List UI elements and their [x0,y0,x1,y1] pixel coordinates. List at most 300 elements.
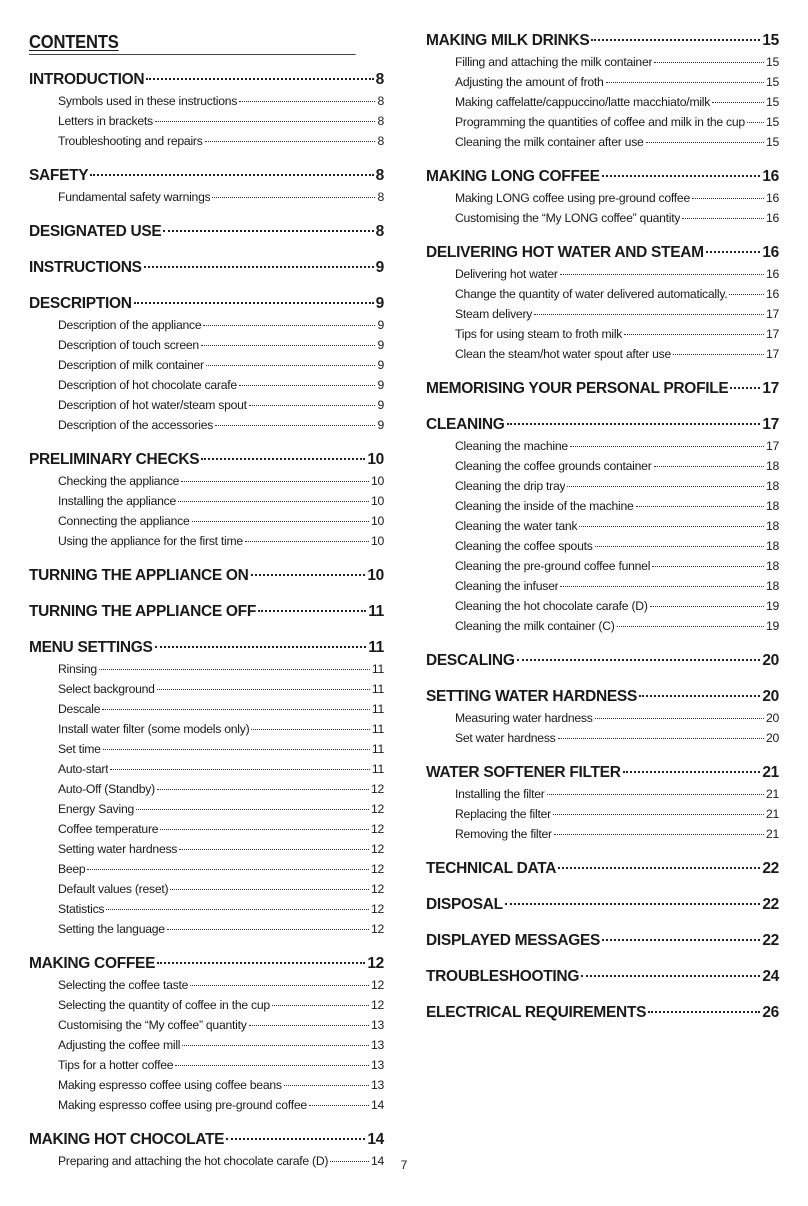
dot-leader [167,929,369,930]
dot-leader [157,789,369,790]
toc-heading-page: 8 [375,71,384,88]
toc-entry-label: Removing the filter [455,827,552,841]
toc-section [29,953,384,1115]
dot-leader [239,385,376,386]
toc-entry-page: 20 [765,711,779,725]
toc-heading-label: MAKING COFFEE [29,955,156,972]
toc-heading-label: TROUBLESHOOTING [426,968,580,985]
toc-entry-page: 21 [765,827,779,841]
toc-entry-label: Setting water hardness [58,842,178,856]
dot-leader [617,626,764,627]
toc-heading-label: DESCRIPTION [29,295,132,312]
toc-entry-label: Delivering hot water [455,267,558,281]
toc-entry-label: Customising the “My coffee” quantity [58,1018,247,1032]
toc-heading-label: PRELIMINARY CHECKS [29,451,200,468]
toc-heading[interactable] [426,894,779,916]
toc-entry-page: 15 [765,55,779,69]
dot-leader [181,481,369,482]
dot-leader [591,39,760,41]
toc-entry[interactable] [29,355,384,375]
toc-heading-page: 17 [762,380,779,397]
toc-entry-page: 12 [370,782,384,796]
toc-section [426,930,779,952]
toc-entry[interactable] [29,531,384,551]
toc-entry-page: 9 [377,398,384,412]
toc-entry-page: 9 [377,338,384,352]
toc-entry[interactable] [426,728,779,748]
toc-entry[interactable] [29,1055,384,1075]
toc-entry-page: 18 [765,559,779,573]
toc-entry-label: Tips for using steam to froth milk [455,327,623,341]
toc-heading-page: 17 [762,416,779,433]
dot-leader [581,975,760,977]
toc-section [426,378,779,400]
toc-entry-page: 15 [765,95,779,109]
toc-entry[interactable] [29,899,384,919]
dot-leader [102,709,370,710]
toc-entry-page: 11 [371,722,384,736]
toc-entry-label: Set water hardness [455,731,556,745]
toc-entry-label: Beep [58,862,86,876]
toc-entry-page: 18 [765,459,779,473]
dot-leader [652,566,764,567]
toc-heading-label: TURNING THE APPLIANCE ON [29,567,249,584]
toc-entry-page: 11 [371,682,384,696]
toc-heading-page: 24 [762,968,779,985]
toc-entry-label: Change the quantity of water delivered automatically. [455,287,728,301]
toc-heading[interactable] [29,601,384,623]
dot-leader [245,541,369,542]
dot-leader [579,526,764,527]
dot-leader [146,78,373,80]
toc-entry[interactable] [29,819,384,839]
toc-entry-label: Description of milk container [58,358,204,372]
toc-heading-page: 22 [762,932,779,949]
toc-heading-page: 16 [762,168,779,185]
toc-entry[interactable] [29,975,384,995]
toc-entry[interactable] [29,187,384,207]
toc-section [426,858,779,880]
toc-entry-label: Descale [58,702,101,716]
toc-heading[interactable] [426,966,779,988]
toc-entry-page: 8 [377,94,384,108]
toc-entry-page: 12 [370,802,384,816]
toc-heading-page: 9 [375,259,384,276]
toc-entry[interactable] [426,264,779,284]
toc-entry[interactable] [426,556,779,576]
dot-leader [712,102,764,103]
toc-heading-label: DESCALING [426,652,515,669]
toc-entry-label: Description of the appliance [58,318,202,332]
toc-entry[interactable] [426,476,779,496]
toc-entry-label: Selecting the coffee taste [58,978,189,992]
toc-entry-label: Connecting the appliance [58,514,190,528]
dot-leader [190,985,369,986]
toc-entry[interactable] [29,719,384,739]
toc-heading[interactable] [29,953,384,975]
toc-entry[interactable] [426,132,779,152]
toc-entry-page: 10 [370,494,384,508]
toc-entry-label: Customising the “My LONG coffee” quantity [455,211,681,225]
toc-entry-label: Steam delivery [455,307,533,321]
toc-entry[interactable] [29,1035,384,1055]
toc-entry[interactable] [426,52,779,72]
toc-entry-page: 19 [765,599,779,613]
dot-leader [729,294,764,295]
dot-leader [650,606,764,607]
toc-entry[interactable] [426,576,779,596]
toc-heading[interactable] [426,930,779,952]
dot-leader [284,1085,369,1086]
toc-heading-page: 16 [762,244,779,261]
toc-entry[interactable] [29,395,384,415]
toc-entry[interactable] [426,208,779,228]
toc-entry-page: 21 [765,807,779,821]
toc-entry-label: Auto-start [58,762,109,776]
dot-leader [99,669,370,670]
toc-entry[interactable] [426,92,779,112]
toc-heading[interactable] [29,1129,384,1151]
toc-entry[interactable] [426,456,779,476]
toc-entry-label: Cleaning the hot chocolate carafe (D) [455,599,648,613]
toc-heading-page: 10 [367,567,384,584]
toc-entry-label: Auto-Off (Standby) [58,782,155,796]
toc-entry-label: Description of touch screen [58,338,199,352]
toc-entry-page: 17 [765,347,779,361]
toc-entry[interactable] [29,759,384,779]
toc-entry-page: 11 [371,702,384,716]
toc-heading-label: WATER SOFTENER FILTER [426,764,621,781]
dot-leader [558,738,764,739]
dot-leader [110,769,370,770]
toc-entry[interactable] [29,491,384,511]
toc-entry[interactable] [29,415,384,435]
toc-entry-page: 17 [765,307,779,321]
toc-entry[interactable] [29,375,384,395]
dot-leader [182,1045,369,1046]
toc-entry[interactable] [29,799,384,819]
toc-entry-label: Tips for a hotter coffee [58,1058,174,1072]
dot-leader [309,1105,369,1106]
toc-entry[interactable] [426,784,779,804]
toc-entry[interactable] [426,616,779,636]
toc-heading-label: MAKING HOT CHOCOLATE [29,1131,225,1148]
toc-heading[interactable] [29,221,384,243]
toc-heading-label: DESIGNATED USE [29,223,162,240]
dot-leader [639,695,760,697]
dot-leader [624,334,764,335]
toc-entry-page: 17 [765,439,779,453]
toc-entry[interactable] [29,511,384,531]
toc-heading[interactable] [29,69,384,91]
toc-entry-page: 12 [370,862,384,876]
toc-entry[interactable] [29,659,384,679]
dot-leader [560,274,764,275]
toc-entry-label: Making espresso coffee using coffee beans [58,1078,282,1092]
toc-entry[interactable] [29,471,384,491]
toc-entry[interactable] [29,679,384,699]
toc-heading-page: 22 [762,896,779,913]
toc-entry[interactable] [426,324,779,344]
toc-heading-label: SAFETY [29,167,89,184]
dot-leader [654,62,764,63]
toc-heading[interactable] [426,686,779,708]
toc-entry-label: Adjusting the amount of froth [455,75,604,89]
toc-heading[interactable] [29,293,384,315]
dot-leader [201,458,365,460]
toc-entry-page: 18 [765,539,779,553]
dot-leader [251,729,369,730]
toc-entry-page: 15 [765,115,779,129]
toc-section [29,601,384,623]
toc-entry-label: Description of the accessories [58,418,214,432]
toc-entry-page: 9 [377,358,384,372]
dot-leader [730,387,760,389]
toc-section [426,414,779,636]
toc-entry[interactable] [29,1075,384,1095]
dot-leader [606,82,764,83]
toc-entry-label: Making espresso coffee using pre-ground coffee [58,1098,307,1112]
toc-heading[interactable] [29,565,384,587]
dot-leader [553,814,764,815]
toc-entry-page: 8 [377,134,384,148]
toc-entry-label: Cleaning the coffee spouts [455,539,593,553]
toc-entry-label: Using the appliance for the first time [58,534,243,548]
toc-entry[interactable] [426,536,779,556]
toc-entry-page: 16 [765,267,779,281]
toc-right-column [426,30,779,1038]
toc-entry[interactable] [29,839,384,859]
toc-heading-page: 20 [762,652,779,669]
dot-leader [747,122,764,123]
dot-leader [157,689,370,690]
toc-heading-page: 8 [375,167,384,184]
toc-entry[interactable] [29,315,384,335]
toc-entry-page: 11 [371,742,384,756]
toc-heading-label: TURNING THE APPLIANCE OFF [29,603,257,620]
toc-section [29,565,384,587]
dot-leader [155,646,367,648]
dot-leader [570,446,764,447]
toc-entry-page: 18 [765,479,779,493]
toc-entry-page: 18 [765,519,779,533]
toc-entry-page: 18 [765,499,779,513]
toc-entry[interactable] [29,91,384,111]
toc-heading[interactable] [426,650,779,672]
dot-leader [692,198,764,199]
toc-heading-label: CLEANING [426,416,505,433]
toc-entry[interactable] [426,344,779,364]
toc-section [426,894,779,916]
dot-leader [90,174,373,176]
toc-entry[interactable] [426,804,779,824]
toc-entry-label: Installing the appliance [58,494,176,508]
toc-entry-page: 13 [370,1038,384,1052]
toc-entry-label: Preparing and attaching the hot chocolate carafe (D) [58,1154,329,1168]
dot-leader [560,586,764,587]
toc-entry-label: Cleaning the infuser [455,579,559,593]
toc-entry-page: 9 [377,318,384,332]
toc-heading[interactable] [426,30,779,52]
dot-leader [144,266,374,268]
toc-entry-label: Setting the language [58,922,165,936]
toc-entry[interactable] [426,496,779,516]
dot-leader [87,869,368,870]
toc-section [29,69,384,151]
toc-entry-label: Cleaning the water tank [455,519,578,533]
toc-heading[interactable] [426,858,779,880]
toc-heading-page: 9 [375,295,384,312]
dot-leader [192,521,369,522]
toc-heading[interactable] [29,637,384,659]
toc-entry-page: 16 [765,191,779,205]
toc-entry[interactable] [29,879,384,899]
dot-leader [673,354,764,355]
dot-leader [201,345,376,346]
toc-entry-label: Letters in brackets [58,114,153,128]
toc-entry[interactable] [426,708,779,728]
toc-entry[interactable] [426,304,779,324]
toc-heading[interactable] [29,449,384,471]
toc-entry-page: 9 [377,418,384,432]
dot-leader [206,365,376,366]
toc-entry[interactable] [29,919,384,939]
toc-heading-page: 10 [367,451,384,468]
toc-entry-page: 20 [765,731,779,745]
dot-leader [682,218,764,219]
dot-leader [203,325,375,326]
toc-entry[interactable] [29,1015,384,1035]
dot-leader [258,610,366,612]
toc-heading[interactable] [29,257,384,279]
toc-entry[interactable] [29,131,384,151]
toc-heading[interactable] [426,414,779,436]
dot-leader [595,546,764,547]
toc-heading[interactable] [426,1002,779,1024]
toc-heading[interactable] [426,762,779,784]
toc-heading-label: INSTRUCTIONS [29,259,142,276]
toc-entry[interactable] [426,596,779,616]
toc-entry-page: 18 [765,579,779,593]
toc-entry-label: Description of hot water/steam spout [58,398,247,412]
toc-entry-page: 16 [765,211,779,225]
dot-leader [103,749,370,750]
toc-entry-label: Energy Saving [58,802,135,816]
toc-entry-label: Cleaning the coffee grounds container [455,459,652,473]
dot-leader [212,197,375,198]
toc-entry[interactable] [29,1095,384,1115]
toc-entry-label: Cleaning the inside of the machine [455,499,634,513]
toc-entry[interactable] [426,72,779,92]
dot-leader [558,867,760,869]
toc-entry-page: 10 [370,534,384,548]
dot-leader [134,302,374,304]
toc-heading-page: 26 [762,1004,779,1021]
toc-heading-label: DELIVERING HOT WATER AND STEAM [426,244,704,261]
page-number: 7 [400,1158,408,1172]
toc-heading[interactable] [426,166,779,188]
toc-heading-label: MEMORISING YOUR PERSONAL PROFILE [426,380,729,397]
dot-leader [251,574,366,576]
toc-entry[interactable] [426,284,779,304]
toc-entry-label: Fundamental safety warnings [58,190,211,204]
toc-heading[interactable] [426,378,779,400]
dot-leader [534,314,764,315]
toc-entry[interactable] [426,112,779,132]
toc-section [29,637,384,939]
toc-entry-label: Rinsing [58,662,97,676]
toc-section [426,686,779,748]
toc-entry-label: Description of hot chocolate carafe [58,378,237,392]
toc-entry-page: 13 [370,1058,384,1072]
toc-section [29,221,384,243]
toc-section [29,449,384,551]
dot-leader [507,423,761,425]
toc-entry-page: 15 [765,135,779,149]
toc-entry-label: Programming the quantities of coffee and milk in the cup [455,115,745,129]
dot-leader [205,141,376,142]
toc-section [426,762,779,844]
dot-leader [106,909,369,910]
toc-heading[interactable] [426,242,779,264]
toc-section [426,30,779,152]
toc-entry-label: Install water filter (some models only) [58,722,250,736]
toc-entry-page: 14 [370,1098,384,1112]
dot-leader [155,121,376,122]
dot-leader [215,425,375,426]
toc-heading[interactable] [29,165,384,187]
toc-heading-label: MAKING LONG COFFEE [426,168,600,185]
toc-entry-page: 10 [370,474,384,488]
toc-entry-label: Cleaning the machine [455,439,568,453]
toc-entry-label: Measuring water hardness [455,711,593,725]
toc-entry[interactable] [426,436,779,456]
toc-entry-page: 12 [370,822,384,836]
dot-leader [505,903,761,905]
toc-section [29,165,384,207]
toc-entry[interactable] [29,335,384,355]
toc-entry-label: Installing the filter [455,787,545,801]
toc-right-sections [426,30,779,1024]
toc-entry[interactable] [29,995,384,1015]
toc-left-column [29,30,384,1185]
toc-entry[interactable] [29,779,384,799]
dot-leader [602,175,761,177]
toc-entry-page: 12 [370,882,384,896]
toc-heading-label: TECHNICAL DATA [426,860,557,877]
toc-entry-label: Checking the appliance [58,474,180,488]
toc-entry[interactable] [29,111,384,131]
toc-entry[interactable] [426,188,779,208]
toc-entry-page: 12 [370,902,384,916]
dot-leader [654,466,764,467]
toc-section [426,166,779,228]
toc-entry[interactable] [29,739,384,759]
toc-entry[interactable] [29,699,384,719]
toc-entry-label: Troubleshooting and repairs [58,134,203,148]
toc-entry[interactable] [29,859,384,879]
dot-leader [646,142,764,143]
toc-entry[interactable] [426,824,779,844]
toc-entry-page: 10 [370,514,384,528]
toc-entry-page: 11 [371,762,384,776]
toc-heading-label: DISPOSAL [426,896,503,913]
dot-leader [178,501,369,502]
toc-heading-label: ELECTRICAL REQUIREMENTS [426,1004,647,1021]
dot-leader [136,809,369,810]
toc-entry-page: 8 [377,114,384,128]
toc-entry[interactable] [426,516,779,536]
